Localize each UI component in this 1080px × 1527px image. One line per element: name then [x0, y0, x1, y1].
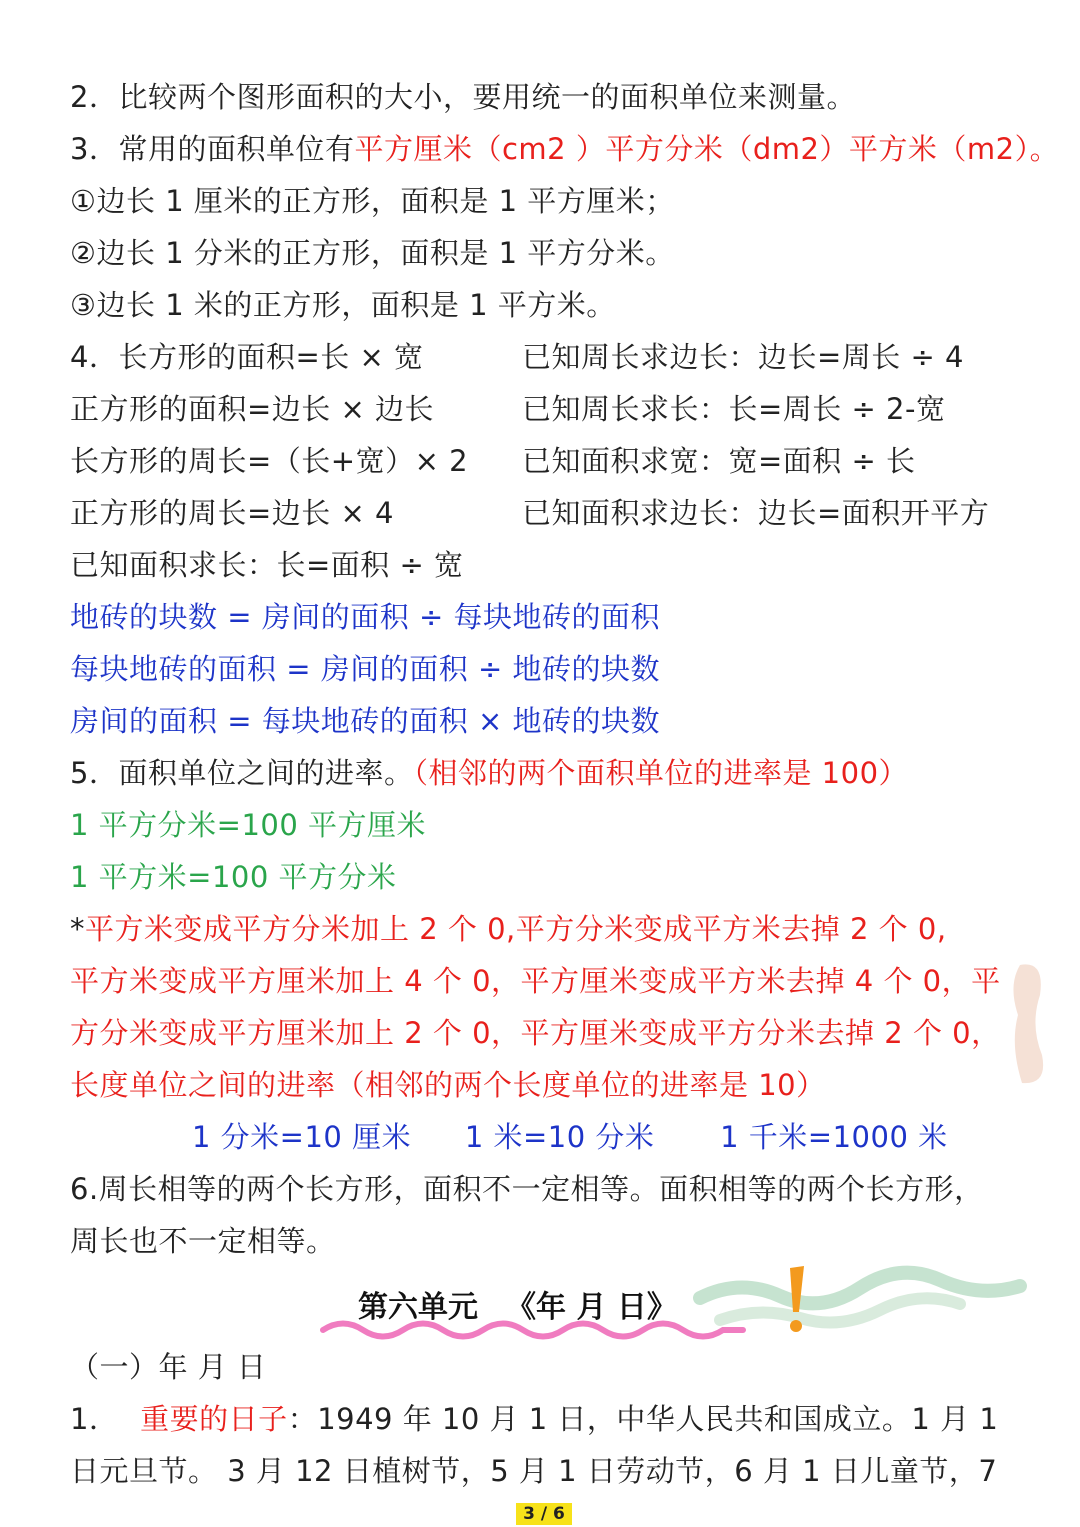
formula-square-perimeter: 正方形的周长=边长 × 4: [70, 496, 394, 530]
tip-text-3: 方分米变成平方厘米加上 2 个 0，平方厘米变成平方分米去掉 2 个 0，: [70, 1016, 1001, 1050]
point-6-text-1: 6.周长相等的两个长方形，面积不一定相等。面积相等的两个长方形，: [70, 1172, 984, 1206]
section-heading: [358, 1282, 677, 1326]
length-rate-text: 长度单位之间的进率（相邻的两个长度单位的进率是 10）: [70, 1068, 826, 1102]
tip-star: *: [70, 912, 85, 946]
point-5-line: [70, 753, 908, 793]
conversion-km-m: 1 千米=1000 米: [720, 1120, 948, 1154]
brush-stroke-decoration: [1000, 955, 1060, 1095]
page-number: 3 / 6: [516, 1503, 572, 1525]
conversion-dm2-cm2: 1 平方分米=100 平方厘米: [70, 808, 427, 842]
conversion-m-dm: 1 米=10 分米: [464, 1120, 655, 1154]
area-rate-note: （相邻的两个面积单位的进率是 100）: [413, 756, 909, 790]
formula-row-3: [70, 441, 916, 481]
conversion-dm-cm: 1 分米=10 厘米: [192, 1120, 412, 1154]
formula-rect-area: 4．长方形的面积=长 × 宽: [70, 340, 424, 374]
tip-text-2: 平方米变成平方厘米加上 4 个 0，平方厘米变成平方米去掉 4 个 0，平: [70, 964, 1001, 998]
item-1-text: ：1949 年 10 月 1 日，中华人民共和国成立。1 月 1: [287, 1402, 999, 1436]
item-1-number: 1．: [70, 1402, 119, 1436]
point-2-text: 2．比较两个图形面积的大小，要用统一的面积单位来测量。: [70, 80, 856, 114]
point-5-prefix: 5．面积单位之间的进率。: [70, 756, 414, 790]
item-1-continuation: 日元旦节。 3 月 12 日植树节，5 月 1 日劳动节，6 月 1 日儿童节，7: [70, 1454, 998, 1488]
point-3-line: [70, 129, 1059, 169]
formula-width-from-area: 已知面积求宽：宽=面积 ÷ 长: [522, 444, 916, 478]
formula-square-area: 正方形的面积=边长 × 边长: [70, 392, 435, 426]
section-title: 《年 月 日》: [506, 1290, 677, 1325]
item-1-line: [70, 1399, 998, 1439]
tile-formula-count: 地砖的块数 = 房间的面积 ÷ 每块地砖的面积: [70, 600, 660, 634]
unit-def-cm: ①边长 1 厘米的正方形，面积是 1 平方厘米；: [70, 184, 675, 218]
conversion-m2-dm2: 1 平方米=100 平方分米: [70, 860, 397, 894]
point-6-text-2: 周长也不一定相等。: [70, 1224, 336, 1258]
formula-row-2: [70, 389, 946, 429]
tip-line-1: [70, 909, 947, 949]
area-units-text: 平方厘米（cm2 ）平方分米（dm2）平方米（m2）。: [354, 132, 1060, 166]
exclamation-icon: [780, 1262, 812, 1340]
formula-side-from-area: 已知面积求边长：边长=面积开平方: [522, 496, 990, 530]
unit-def-m: ③边长 1 米的正方形，面积是 1 平方米。: [70, 288, 616, 322]
formula-rect-perimeter: 长方形的周长=（长+宽）× 2: [70, 444, 469, 478]
length-conversions: [192, 1117, 948, 1157]
formula-length-from-area: 已知面积求长：长=面积 ÷ 宽: [70, 548, 464, 582]
subsection-heading: （一）年 月 日: [70, 1350, 267, 1384]
section-unit: 第六单元: [358, 1290, 478, 1325]
formula-row-4: [70, 493, 990, 533]
formula-row-1: [70, 337, 964, 377]
point-3-prefix: 3．常用的面积单位有: [70, 132, 355, 166]
important-days-label: 重要的日子: [140, 1402, 288, 1436]
tile-formula-tile-area: 每块地砖的面积 = 房间的面积 ÷ 地砖的块数: [70, 652, 660, 686]
formula-side-from-perimeter: 已知周长求边长：边长=周长 ÷ 4: [522, 340, 964, 374]
tile-formula-room-area: 房间的面积 = 每块地砖的面积 × 地砖的块数: [70, 704, 660, 738]
formula-length-from-perimeter: 已知周长求长：长=周长 ÷ 2-宽: [522, 392, 946, 426]
tip-text-1: 平方米变成平方分米加上 2 个 0,平方分米变成平方米去掉 2 个 0,: [85, 912, 947, 946]
unit-def-dm: ②边长 1 分米的正方形，面积是 1 平方分米。: [70, 236, 675, 270]
